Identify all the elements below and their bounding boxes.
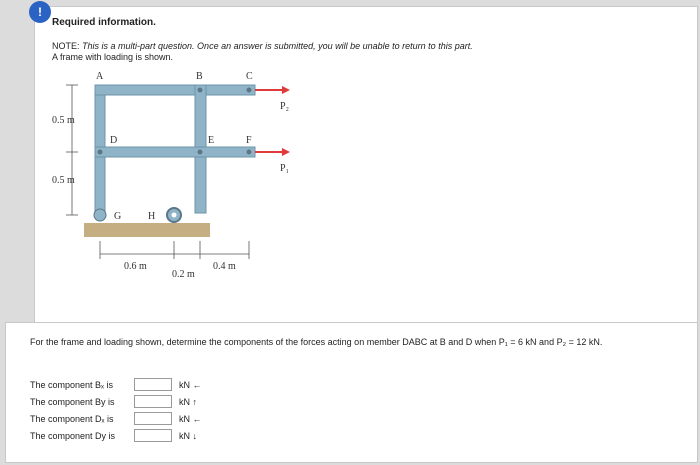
dim-top: 0.5 m [52,115,75,126]
pin-b [198,88,203,93]
label-p1: P₁ [280,163,290,174]
dim-middle: 0.5 m [52,175,75,186]
member-dabc-top [95,85,255,95]
answer-label: The component Bₓ is [30,379,113,390]
required-heading: Required information. [52,17,156,28]
dy-input[interactable] [134,429,172,442]
by-input[interactable] [134,395,172,408]
label-p2: P₂ [280,101,290,112]
frame-diagram [50,63,310,293]
dx-input[interactable] [134,412,172,425]
label-c: C [246,71,253,82]
label-f: F [246,135,252,146]
label-e: E [208,135,215,146]
ground-base [84,223,210,237]
alert-icon: ! [29,1,51,23]
answer-label: The component Dy is [30,430,116,441]
answer-unit: kN ← [179,413,202,424]
note-text [52,41,473,51]
answer-unit: kN ↓ [179,430,197,441]
pin-d [98,150,103,155]
member-def [95,147,255,157]
answer-row-bx [30,376,202,393]
answer-label: The component Dₓ is [30,413,114,424]
pin-e [198,150,203,155]
answer-label: The component By is [30,396,115,407]
answer-row-by [30,393,202,410]
answer-unit: kN ↑ [179,396,197,407]
support-h-pin [172,213,177,218]
pin-c [247,88,252,93]
dim-06: 0.6 m [124,261,147,272]
dim-04: 0.4 m [213,261,236,272]
intro-text: A frame with loading is shown. [52,52,174,62]
dim-02: 0.2 m [172,269,195,280]
arrow-p2-head [282,86,290,94]
answer-row-dy [30,427,202,444]
bx-input[interactable] [134,378,172,391]
support-g [94,209,106,221]
arrow-p1-head [282,148,290,156]
answer-unit: kN ← [179,379,202,390]
note-body: This is a multi-part question. Once an answer is submitted, you will be unable to return to this part. [82,41,473,51]
label-a: A [96,71,104,82]
label-d: D [110,135,118,146]
pin-f [247,150,252,155]
answer-list [30,376,202,444]
label-b: B [196,71,203,82]
label-g: G [114,211,122,222]
note-prefix: NOTE: [52,41,83,51]
answer-row-dx [30,410,202,427]
label-h: H [148,211,156,222]
question-text: For the frame and loading shown, determine the components of the forces acting on member DABC at B and D when P₁ = 6 kN and P₂ = 12 kN. [30,337,603,347]
